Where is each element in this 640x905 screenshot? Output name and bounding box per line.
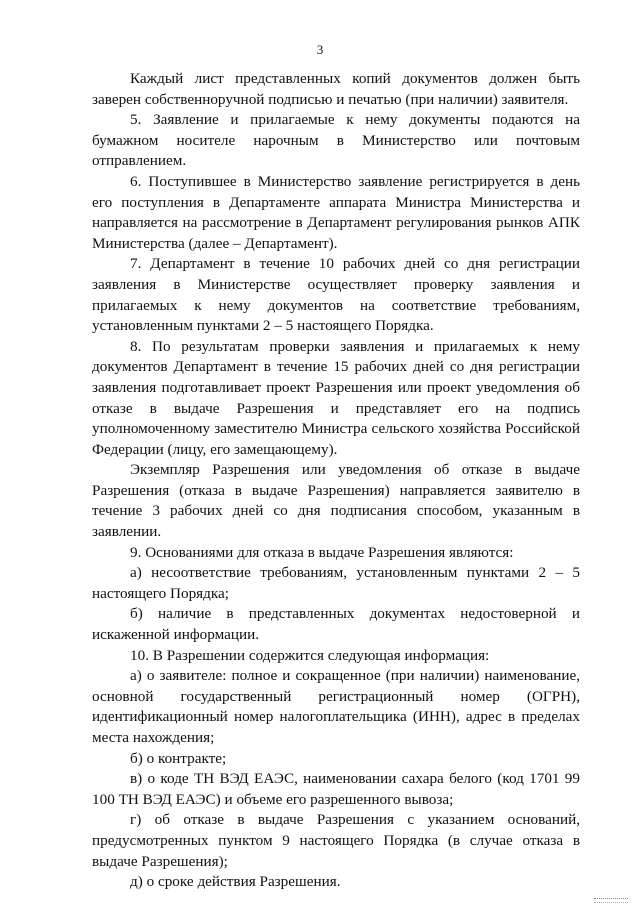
scan-edge-mark [594, 898, 628, 903]
paragraph-item-10g: г) об отказе в выдаче Разрешения с указанием оснований, предусмотренных пунктом 9 настоящего Порядка (в случае отказа в выдаче Разрешения); [92, 811, 580, 870]
paragraph-item-10a: а) о заявителе: полное и сокращенное (при наличии) наименование, основной государственный регистрационный номер (ОГРН), идентификационный номер налогоплательщика (ИНН), адрес в пределах места нахождения; [92, 667, 580, 746]
paragraph-item-10v: в) о коде ТН ВЭД ЕАЭС, наименовании сахара белого (код 1701 99 100 ТН ВЭД ЕАЭС) и объеме его разрешенного вывоза; [92, 770, 580, 808]
page-number: 3 [316, 42, 324, 57]
paragraph-item-10: 10. В Разрешении содержится следующая информация: [130, 646, 490, 664]
paragraph-copies-certified: Каждый лист представленных копий документов должен быть заверен собственноручной подписью и печатью (при наличии) заявителя. [92, 70, 580, 108]
paragraph-item-5: 5. Заявление и прилагаемые к нему документы подаются на бумажном носителе нарочным в Министерство или почтовым отправлением. [92, 111, 580, 170]
paragraph-item-8-copy: Экземпляр Разрешения или уведомления об отказе в выдаче Разрешения (отказа в выдаче Разрешения) направляется заявителю в течение 3 рабочих дней со дня подписания способом, указанным в заявлении. [92, 461, 580, 541]
paragraph-item-10d: д) о сроке действия Разрешения. [130, 873, 341, 891]
paragraph-item-7: 7. Департамент в течение 10 рабочих дней со дня регистрации заявления в Министерстве осуществляет проверку заявления и прилагаемых к нему документов на соответствие требованиям, установленным пунктами 2 – 5 настоящего Порядка. [92, 255, 580, 335]
document-body [92, 69, 580, 893]
paragraph-item-9a: а) несоответствие требованиям, установленным пунктами 2 – 5 настоящего Порядка; [92, 564, 580, 602]
paragraph-item-9: 9. Основаниями для отказа в выдаче Разрешения являются: [130, 543, 514, 561]
paragraph-item-8: 8. По результатам проверки заявления и прилагаемых к нему документов Департамент в течение 15 рабочих дней со дня регистрации заявления подготавливает проект Разрешения или проект уведомления об отказе в выдаче Разрешения и представляет его на подпись уполномоченному заместителю Министра сельского хозяйства Российской Федерации (лицу, его замещающему). [92, 337, 580, 458]
paragraph-item-6: 6. Поступившее в Министерство заявление регистрируется в день его поступления в Департаменте аппарата Министра Министерства и направляется на рассмотрение в Департамент регулирования рынков АПК Министерства (далее – Департамент). [92, 172, 580, 252]
paragraph-item-10b: б) о контракте; [130, 749, 227, 767]
paragraph-item-9b: б) наличие в представленных документах недостоверной и искаженной информации. [92, 605, 580, 644]
